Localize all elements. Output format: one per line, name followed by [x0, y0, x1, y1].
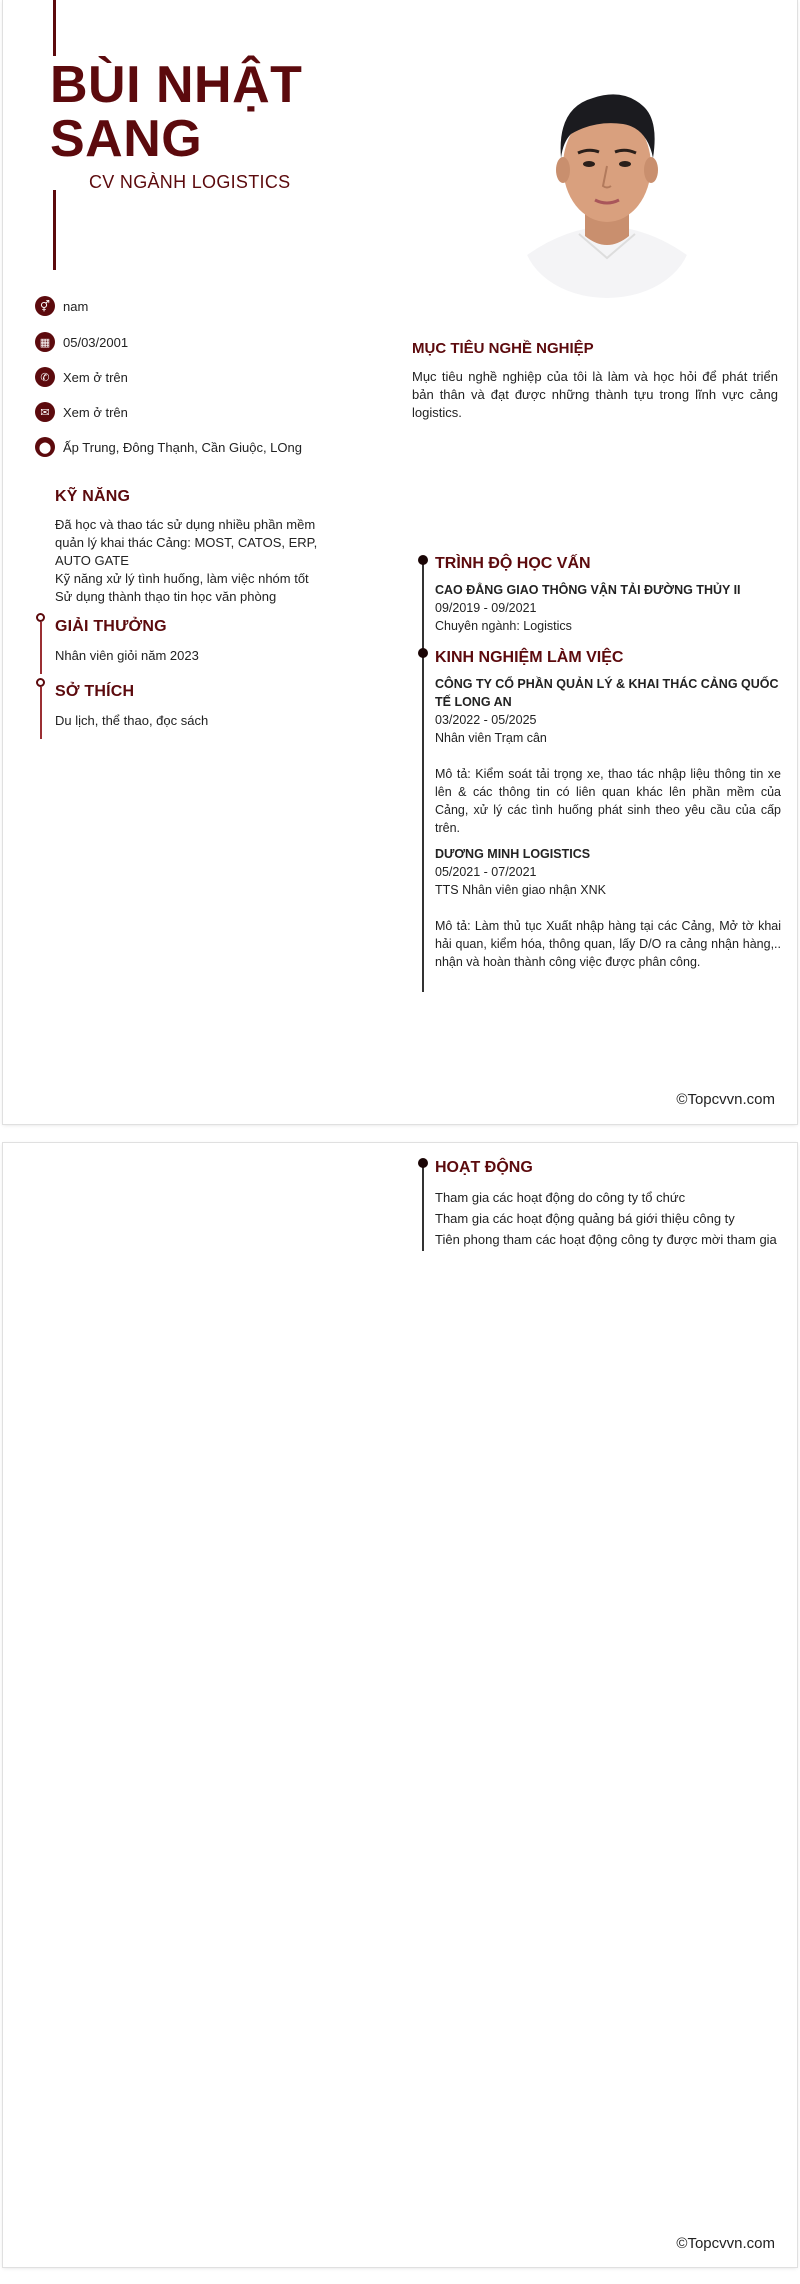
location-icon: ⬤	[35, 437, 55, 457]
footer-brand: ©Topcvvn.com	[676, 2235, 775, 2252]
contact-phone	[35, 365, 128, 389]
job-company: DƯƠNG MINH LOGISTICS	[435, 847, 591, 861]
experience-title: KINH NGHIỆM LÀM VIỆC	[435, 649, 624, 666]
skill-item: Đã học và thao tác sử dụng nhiều phần mềm quản lý khai thác Cảng: MOST, CATOS, ERP, AUTO GATE	[55, 517, 318, 568]
candidate-role: CV NGÀNH LOGISTICS	[89, 172, 291, 192]
education-entry	[435, 581, 781, 635]
job-position: TTS Nhân viên giao nhận XNK	[435, 883, 606, 897]
job-period: 05/2021 - 07/2021	[435, 865, 537, 879]
calendar-icon: ▦	[35, 332, 55, 352]
activities-title: HOẠT ĐỘNG	[435, 1159, 533, 1176]
hobbies-text: Du lịch, thể thao, đọc sách	[55, 713, 209, 728]
awards-marker	[36, 613, 45, 622]
activities-marker	[418, 1158, 428, 1168]
skills-title: KỸ NĂNG	[55, 488, 131, 505]
job-company: CÔNG TY CỔ PHẦN QUẢN LÝ & KHAI THÁC CẢNG QUỐC TẾ LONG AN	[435, 677, 779, 709]
hobbies-title: SỞ THÍCH	[55, 683, 135, 700]
awards-line	[40, 622, 42, 674]
experience-marker	[418, 648, 428, 658]
footer-brand: ©Topcvvn.com	[676, 1091, 775, 1108]
objective-title: MỤC TIÊU NGHỀ NGHIỆP	[412, 340, 594, 357]
contact-gender	[35, 294, 88, 318]
experience-entry	[435, 675, 781, 971]
activities-line	[422, 1165, 424, 1251]
contact-birthdate	[35, 330, 128, 354]
contact-gender-text: nam	[63, 298, 89, 314]
job-position: Nhân viên Trạm cân	[435, 731, 547, 745]
job-period: 03/2022 - 05/2025	[435, 713, 537, 727]
objective-text: Mục tiêu nghề nghiệp của tôi là làm và học hỏi để phát triển bản thân và đạt được những thành tựu trong lĩnh vực cảng logistics.	[412, 369, 778, 420]
education-title: TRÌNH ĐỘ HỌC VẤN	[435, 555, 591, 572]
awards-title: GIẢI THƯỞNG	[55, 618, 167, 635]
activity-item: Tiên phong tham các hoạt động công ty được mời tham gia	[435, 1232, 777, 1247]
hobbies-marker	[36, 678, 45, 687]
education-marker	[418, 555, 428, 565]
education-school: CAO ĐẲNG GIAO THÔNG VẬN TẢI ĐƯỜNG THỦY II	[435, 583, 741, 597]
skill-item: Sử dụng thành thạo tin học văn phòng	[55, 589, 277, 604]
profile-photo	[523, 58, 691, 298]
education-major: Chuyên ngành: Logistics	[435, 619, 572, 633]
contact-email	[35, 400, 128, 424]
job-description: Mô tả: Làm thủ tục Xuất nhập hàng tại các Cảng, Mở tờ khai hải quan, kiểm hóa, thông quan, lấy D/O ra cảng nhận hàng,.. nhận và hoàn thành công việc được phân công.	[435, 919, 781, 969]
activity-item: Tham gia các hoạt động quảng bá giới thiệu công ty	[435, 1211, 735, 1226]
candidate-name: BÙI NHẬT SANG	[50, 56, 303, 168]
hobbies-line	[40, 687, 42, 739]
cv-page-1	[3, 0, 797, 1124]
contact-address	[35, 435, 302, 459]
email-icon: ✉	[35, 402, 55, 422]
activities-list	[435, 1187, 785, 1250]
gender-icon: ⚥	[35, 296, 55, 316]
timeline-line	[422, 562, 424, 992]
job-description: Mô tả: Kiểm soát tải trọng xe, thao tác nhập liệu thông tin xe lên & các thông tin có liên quan khác lên phần mềm của Cảng, xử lý các tình huống phát sinh theo yêu cầu của cấp trên.	[435, 767, 781, 835]
education-period: 09/2019 - 09/2021	[435, 601, 537, 615]
contact-address-text: Ấp Trung, Đông Thạnh, Cần Giuộc, LOng	[63, 439, 302, 455]
header-accent-line-top	[53, 0, 56, 56]
skill-item: Kỹ năng xử lý tình huống, làm việc nhóm tốt	[55, 571, 309, 586]
header-accent-line-bottom	[53, 190, 56, 270]
activity-item: Tham gia các hoạt động do công ty tổ chức	[435, 1190, 686, 1205]
phone-icon: ✆	[35, 367, 55, 387]
cv-page-2	[3, 1143, 797, 2267]
skills-list	[55, 516, 325, 606]
contact-birthdate-text: 05/03/2001	[63, 334, 129, 350]
contact-phone-text: Xem ở trên	[63, 369, 128, 385]
contact-email-text: Xem ở trên	[63, 404, 128, 420]
awards-text: Nhân viên giỏi năm 2023	[55, 648, 199, 663]
